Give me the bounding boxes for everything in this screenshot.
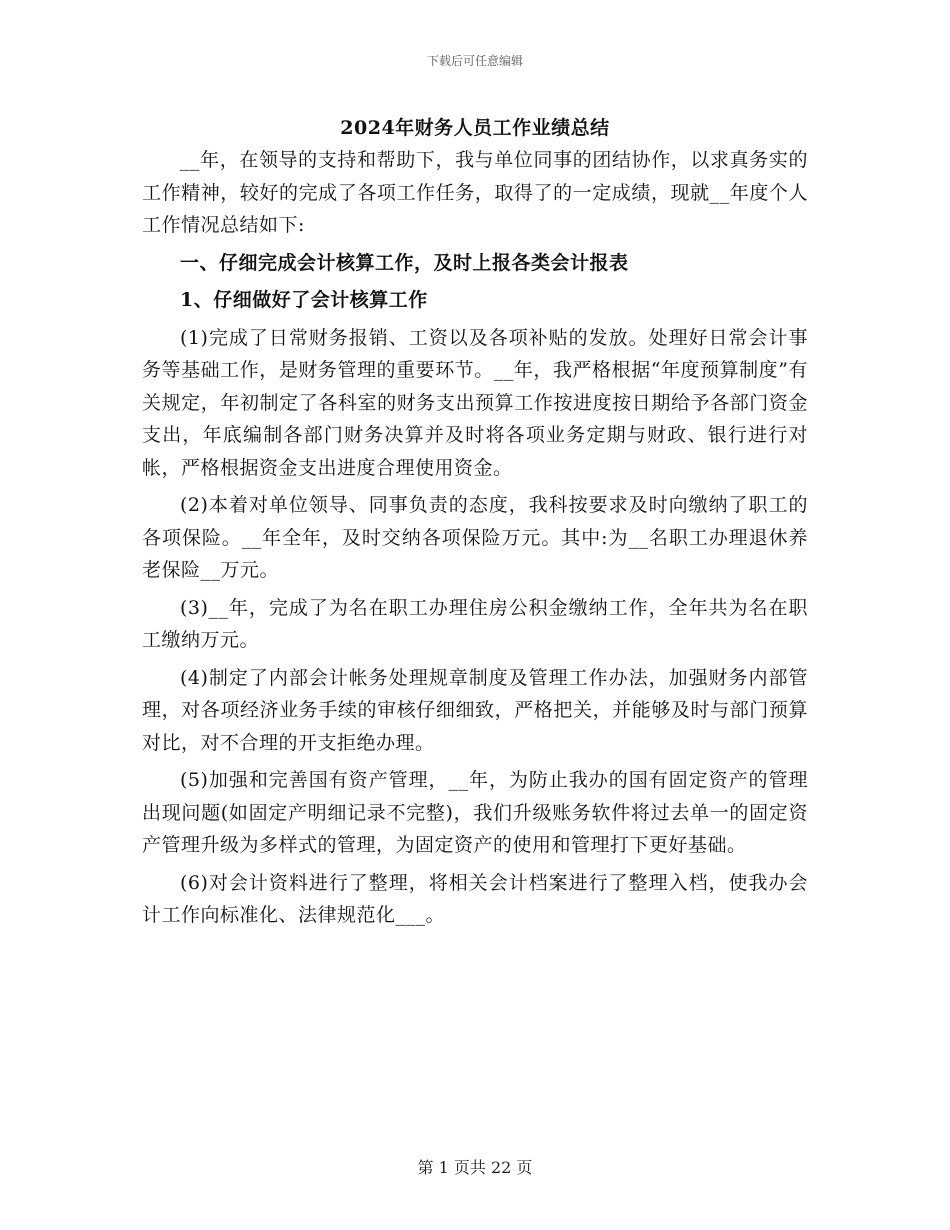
intro-paragraph: __年，在领导的支持和帮助下，我与单位同事的团结协作，以求真务实的工作精神，较好的完成了各项工作任务，取得了的一定成绩，现就__年度个人工作情况总结如下: — [142, 149, 808, 236]
document-body — [142, 112, 808, 932]
paragraph-item-2: (2)本着对单位领导、同事负责的态度，我科按要求及时向缴纳了职工的各项保险。__年全年，及时交纳各项保险万元。其中:为__名职工办理退休养老保险__万元。 — [142, 494, 808, 581]
paragraph-item-3: (3)__年，完成了为名在职工办理住房公积金缴纳工作，全年共为名在职工缴纳万元。 — [142, 596, 808, 651]
page-footer-number: 第 1 页共 22 页 — [417, 1158, 533, 1177]
document-title: 2024年财务人员工作业绩总结 — [340, 117, 610, 139]
paragraph-item-4: (4)制定了内部会计帐务处理规章制度及管理工作办法，加强财务内部管理，对各项经济业务手续的审核仔细细致，严格把关，并能够及时与部门预算对比，对不合理的开支拒绝办理。 — [142, 666, 808, 754]
page-header-note: 下载后可任意编辑 — [426, 54, 523, 68]
subsection-heading-1: 1、仔细做好了会计核算工作 — [180, 289, 428, 311]
paragraph-item-6: (6)对会计资料进行了整理，将相关会计档案进行了整理入档，使我办会计工作向标准化、法律规范化___。 — [142, 871, 808, 926]
paragraph-item-5: (5)加强和完善国有资产管理，__年，为防止我办的国有固定资产的管理出现问题(如固定产明细记录不完整)，我们升级账务软件将过去单一的固定资产管理升级为多样式的管理，为固定资产的使用和管理打下更好基础。 — [142, 769, 808, 856]
paragraph-item-1: (1)完成了日常财务报销、工资以及各项补贴的发放。处理好日常会计事务等基础工作，是财务管理的重要环节。__年，我严格根据“年度预算制度”有关规定，年初制定了各科室的财务支出预算工作按进度按日期给予各部门资金支出，年底编制各部门财务决算并及时将各项业务定期与财政、银行进行对帐，严格根据资金支出进度合理使用资金。 — [142, 326, 808, 479]
section-heading-1: 一、仔细完成会计核算工作，及时上报各类会计报表 — [180, 251, 629, 274]
